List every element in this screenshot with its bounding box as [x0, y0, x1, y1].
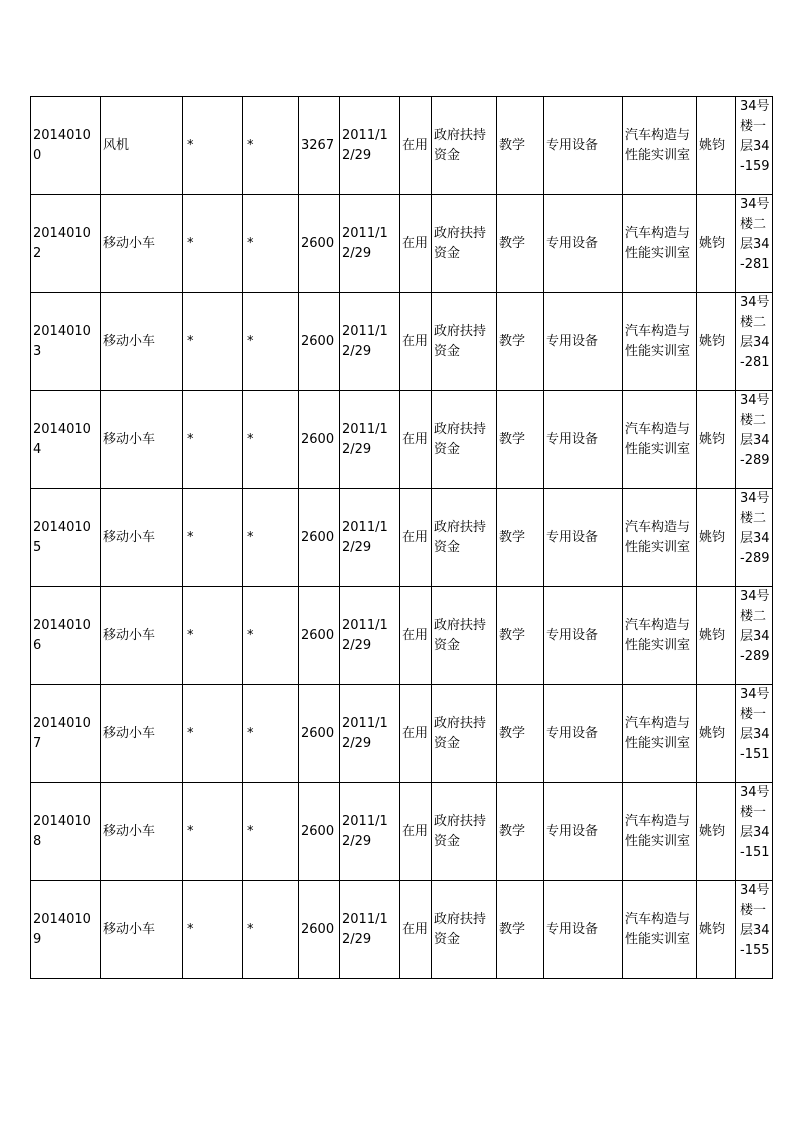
department-cell: 汽车构造与性能实训室 [623, 783, 697, 881]
asset-id-cell: 20140102 [31, 195, 101, 293]
department-cell: 汽车构造与性能实训室 [623, 195, 697, 293]
spec-cell: * [243, 489, 299, 587]
location-cell: 34号楼一层34-151 [736, 685, 773, 783]
spec-cell: * [243, 293, 299, 391]
table-row [31, 587, 773, 685]
department-cell: 汽车构造与性能实训室 [623, 391, 697, 489]
asset-name-cell: 移动小车 [101, 195, 183, 293]
table-row [31, 489, 773, 587]
purchase-date-cell: 2011/12/29 [340, 293, 400, 391]
funding-source-cell: 政府扶持资金 [432, 783, 497, 881]
category-cell: 专用设备 [544, 97, 623, 195]
price-cell: 2600 [299, 685, 340, 783]
usage-cell: 教学 [497, 391, 544, 489]
purchase-date-cell: 2011/12/29 [340, 783, 400, 881]
model-cell: * [183, 489, 243, 587]
model-cell: * [183, 881, 243, 979]
location-cell: 34号楼一层34-155 [736, 881, 773, 979]
spec-cell: * [243, 881, 299, 979]
purchase-date-cell: 2011/12/29 [340, 489, 400, 587]
status-cell: 在用 [400, 783, 432, 881]
keeper-cell: 姚钧 [697, 881, 736, 979]
asset-id-cell: 20140105 [31, 489, 101, 587]
model-cell: * [183, 783, 243, 881]
price-cell: 2600 [299, 587, 340, 685]
asset-name-cell: 移动小车 [101, 293, 183, 391]
model-cell: * [183, 97, 243, 195]
usage-cell: 教学 [497, 881, 544, 979]
spec-cell: * [243, 391, 299, 489]
keeper-cell: 姚钧 [697, 195, 736, 293]
status-cell: 在用 [400, 195, 432, 293]
status-cell: 在用 [400, 587, 432, 685]
spec-cell: * [243, 685, 299, 783]
spec-cell: * [243, 783, 299, 881]
category-cell: 专用设备 [544, 881, 623, 979]
funding-source-cell: 政府扶持资金 [432, 293, 497, 391]
price-cell: 2600 [299, 783, 340, 881]
asset-table [30, 96, 773, 979]
model-cell: * [183, 587, 243, 685]
asset-id-cell: 20140109 [31, 881, 101, 979]
spec-cell: * [243, 195, 299, 293]
asset-id-cell: 20140103 [31, 293, 101, 391]
keeper-cell: 姚钧 [697, 587, 736, 685]
category-cell: 专用设备 [544, 489, 623, 587]
location-cell: 34号楼一层34-159 [736, 97, 773, 195]
price-cell: 2600 [299, 489, 340, 587]
funding-source-cell: 政府扶持资金 [432, 685, 497, 783]
category-cell: 专用设备 [544, 391, 623, 489]
model-cell: * [183, 293, 243, 391]
status-cell: 在用 [400, 685, 432, 783]
model-cell: * [183, 391, 243, 489]
asset-name-cell: 风机 [101, 97, 183, 195]
location-cell: 34号楼二层34-281 [736, 195, 773, 293]
usage-cell: 教学 [497, 195, 544, 293]
model-cell: * [183, 195, 243, 293]
department-cell: 汽车构造与性能实训室 [623, 489, 697, 587]
asset-name-cell: 移动小车 [101, 783, 183, 881]
price-cell: 2600 [299, 881, 340, 979]
usage-cell: 教学 [497, 293, 544, 391]
spec-cell: * [243, 97, 299, 195]
department-cell: 汽车构造与性能实训室 [623, 881, 697, 979]
table-row [31, 783, 773, 881]
usage-cell: 教学 [497, 685, 544, 783]
table-row [31, 97, 773, 195]
purchase-date-cell: 2011/12/29 [340, 97, 400, 195]
keeper-cell: 姚钧 [697, 97, 736, 195]
category-cell: 专用设备 [544, 293, 623, 391]
asset-name-cell: 移动小车 [101, 489, 183, 587]
location-cell: 34号楼二层34-289 [736, 391, 773, 489]
price-cell: 2600 [299, 293, 340, 391]
purchase-date-cell: 2011/12/29 [340, 195, 400, 293]
usage-cell: 教学 [497, 97, 544, 195]
asset-id-cell: 20140106 [31, 587, 101, 685]
funding-source-cell: 政府扶持资金 [432, 489, 497, 587]
keeper-cell: 姚钧 [697, 489, 736, 587]
purchase-date-cell: 2011/12/29 [340, 587, 400, 685]
keeper-cell: 姚钧 [697, 685, 736, 783]
asset-id-cell: 20140108 [31, 783, 101, 881]
asset-name-cell: 移动小车 [101, 685, 183, 783]
keeper-cell: 姚钧 [697, 391, 736, 489]
category-cell: 专用设备 [544, 195, 623, 293]
funding-source-cell: 政府扶持资金 [432, 587, 497, 685]
department-cell: 汽车构造与性能实训室 [623, 685, 697, 783]
table-row [31, 391, 773, 489]
price-cell: 2600 [299, 391, 340, 489]
model-cell: * [183, 685, 243, 783]
funding-source-cell: 政府扶持资金 [432, 881, 497, 979]
asset-name-cell: 移动小车 [101, 881, 183, 979]
price-cell: 2600 [299, 195, 340, 293]
table-row [31, 881, 773, 979]
table-row [31, 195, 773, 293]
asset-id-cell: 20140100 [31, 97, 101, 195]
category-cell: 专用设备 [544, 783, 623, 881]
table-row [31, 685, 773, 783]
price-cell: 3267 [299, 97, 340, 195]
funding-source-cell: 政府扶持资金 [432, 97, 497, 195]
purchase-date-cell: 2011/12/29 [340, 881, 400, 979]
category-cell: 专用设备 [544, 587, 623, 685]
asset-id-cell: 20140107 [31, 685, 101, 783]
purchase-date-cell: 2011/12/29 [340, 685, 400, 783]
asset-name-cell: 移动小车 [101, 391, 183, 489]
location-cell: 34号楼二层34-289 [736, 587, 773, 685]
usage-cell: 教学 [497, 587, 544, 685]
status-cell: 在用 [400, 97, 432, 195]
keeper-cell: 姚钧 [697, 783, 736, 881]
usage-cell: 教学 [497, 783, 544, 881]
status-cell: 在用 [400, 881, 432, 979]
status-cell: 在用 [400, 489, 432, 587]
asset-name-cell: 移动小车 [101, 587, 183, 685]
location-cell: 34号楼二层34-289 [736, 489, 773, 587]
status-cell: 在用 [400, 293, 432, 391]
status-cell: 在用 [400, 391, 432, 489]
spec-cell: * [243, 587, 299, 685]
funding-source-cell: 政府扶持资金 [432, 195, 497, 293]
department-cell: 汽车构造与性能实训室 [623, 587, 697, 685]
table-body [31, 97, 773, 979]
location-cell: 34号楼一层34-151 [736, 783, 773, 881]
asset-id-cell: 20140104 [31, 391, 101, 489]
funding-source-cell: 政府扶持资金 [432, 391, 497, 489]
purchase-date-cell: 2011/12/29 [340, 391, 400, 489]
table-row [31, 293, 773, 391]
keeper-cell: 姚钧 [697, 293, 736, 391]
department-cell: 汽车构造与性能实训室 [623, 97, 697, 195]
usage-cell: 教学 [497, 489, 544, 587]
department-cell: 汽车构造与性能实训室 [623, 293, 697, 391]
location-cell: 34号楼二层34-281 [736, 293, 773, 391]
category-cell: 专用设备 [544, 685, 623, 783]
